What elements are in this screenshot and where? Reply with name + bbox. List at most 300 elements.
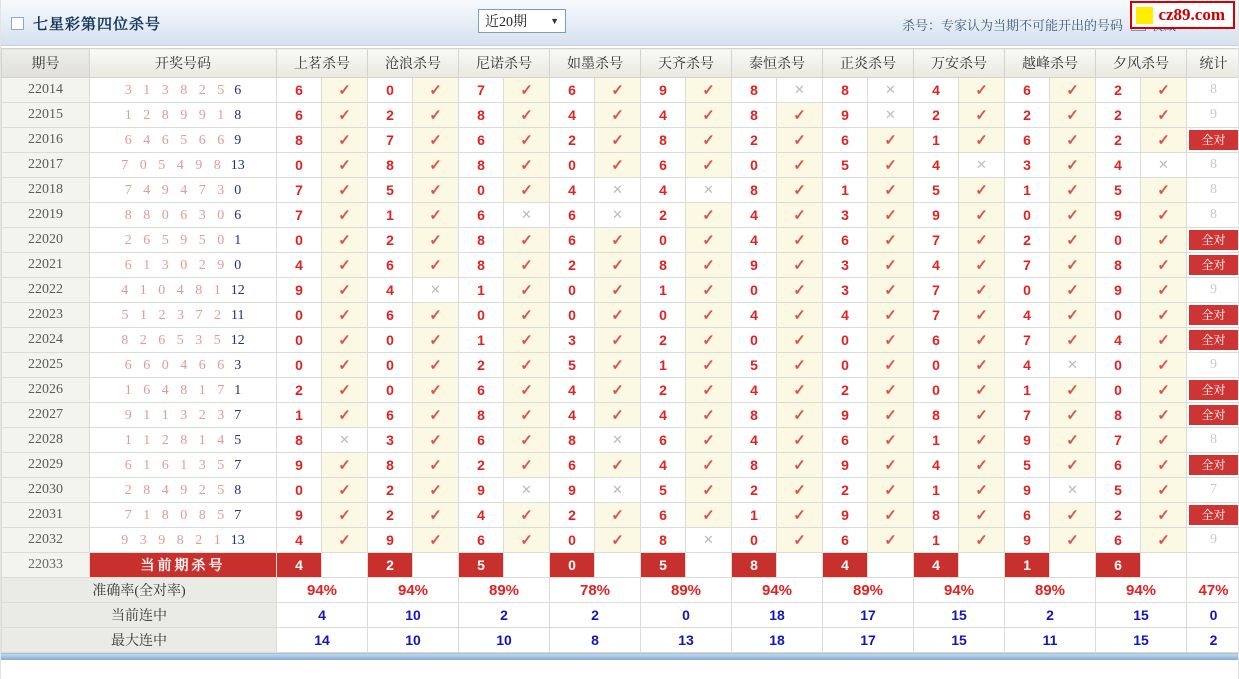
table-row [2,153,1239,178]
draw-last-number: 8 [234,483,242,498]
column-header: 沧浪杀号 [368,49,459,78]
summary-value: 10 [459,628,550,653]
hit-check-icon: ✓ [777,253,823,278]
hit-check-icon: ✓ [868,378,914,403]
kill-number: 2 [277,378,322,403]
kill-number: 2 [550,253,595,278]
hit-check-icon: ✓ [1141,278,1187,303]
hit-check-icon: ✓ [1141,103,1187,128]
hit-check-icon: ✓ [322,228,368,253]
kill-number: 0 [732,278,777,303]
kill-number: 0 [641,228,686,253]
kill-number: 4 [550,378,595,403]
hit-check-icon: ✓ [686,478,732,503]
kill-number: 6 [550,203,595,228]
hit-check-icon: ✓ [959,303,1005,328]
period-cell: 22025 [2,353,90,378]
column-header: 上茗杀号 [277,49,368,78]
table-row [2,403,1239,428]
kill-number: 4 [277,253,322,278]
hit-check-icon: ✓ [1141,353,1187,378]
stat-cell: 8 [1187,203,1239,228]
kill-number: 8 [732,103,777,128]
current-kill-number: 4 [277,553,322,578]
hit-check-icon: ✓ [777,403,823,428]
hit-check-icon: ✓ [595,453,641,478]
kill-number: 8 [732,178,777,203]
kill-number: 7 [1005,403,1050,428]
hit-check-icon: ✓ [322,203,368,228]
draw-last-number: 13 [230,158,245,173]
current-kill-number: 6 [1096,553,1141,578]
hit-check-icon: ✓ [413,353,459,378]
chevron-down-icon: ▼ [550,16,559,26]
hit-check-icon: ✓ [686,278,732,303]
hit-check-icon: ✓ [504,253,550,278]
hit-check-icon: ✓ [413,153,459,178]
blank-cell [1050,553,1096,578]
kill-number: 0 [914,378,959,403]
period-cell: 22030 [2,478,90,503]
hit-check-icon: ✓ [595,528,641,553]
summary-row [2,603,1239,628]
kill-number: 7 [1005,253,1050,278]
draw-numbers [90,253,277,278]
hit-check-icon: ✓ [686,503,732,528]
kill-number: 2 [550,503,595,528]
draw-main-digits: 7 0 5 4 9 8 [121,158,225,173]
full-hit-badge: 全对 [1189,255,1238,275]
period-cell: 22015 [2,103,90,128]
header-bar [1,0,1238,46]
kill-number: 8 [641,528,686,553]
draw-last-number: 12 [230,283,245,298]
hit-check-icon: ✓ [1141,128,1187,153]
hit-check-icon: ✓ [1050,503,1096,528]
table-row [2,128,1239,153]
kill-number: 2 [368,228,413,253]
hit-check-icon: ✓ [1050,328,1096,353]
draw-main-digits: 6 1 3 0 2 9 [124,258,229,273]
kill-number: 0 [550,153,595,178]
kill-number: 9 [823,503,868,528]
kill-number: 7 [1005,328,1050,353]
current-kill-number: 5 [459,553,504,578]
kill-number: 4 [1096,328,1141,353]
table-row [2,503,1239,528]
hit-check-icon: ✓ [413,428,459,453]
kill-number: 2 [1005,103,1050,128]
kill-number: 1 [641,278,686,303]
draw-numbers [90,328,277,353]
hit-check-icon: ✓ [1050,528,1096,553]
kill-number-table [1,48,1239,653]
hit-check-icon: ✓ [413,178,459,203]
kill-number: 6 [459,378,504,403]
kill-number: 7 [459,78,504,103]
hit-check-icon: ✓ [504,178,550,203]
hit-check-icon: ✓ [322,253,368,278]
kill-number: 4 [1096,153,1141,178]
hit-check-icon: ✓ [413,128,459,153]
summary-row [2,628,1239,653]
summary-value: 89% [1005,578,1096,603]
kill-number: 4 [550,103,595,128]
kill-number: 4 [277,528,322,553]
draw-last-number: 5 [234,433,242,448]
draw-numbers [90,128,277,153]
blank-cell [322,553,368,578]
stat-cell: 9 [1187,353,1239,378]
hit-check-icon: ✓ [413,328,459,353]
kill-number: 0 [368,328,413,353]
hit-check-icon: ✓ [504,328,550,353]
period-cell: 22032 [2,528,90,553]
kill-number: 0 [277,153,322,178]
draw-last-number: 1 [234,233,242,248]
draw-last-number: 7 [234,458,242,473]
hit-check-icon: ✓ [959,503,1005,528]
column-header: 正炎杀号 [823,49,914,78]
column-header: 万安杀号 [914,49,1005,78]
hit-check-icon: ✓ [504,403,550,428]
miss-cross-icon: ✕ [413,278,459,303]
period-cell: 22023 [2,303,90,328]
hit-check-icon: ✓ [1141,478,1187,503]
hit-check-icon: ✓ [1141,378,1187,403]
hit-check-icon: ✓ [686,253,732,278]
summary-value: 89% [459,578,550,603]
kill-number: 6 [914,328,959,353]
kill-number: 6 [368,403,413,428]
kill-number: 2 [641,378,686,403]
kill-number: 0 [641,303,686,328]
hit-check-icon: ✓ [504,128,550,153]
summary-value: 0 [641,603,732,628]
draw-numbers [90,203,277,228]
kill-number: 9 [1005,528,1050,553]
hit-check-icon: ✓ [686,153,732,178]
summary-stat-value: 2 [1187,628,1239,653]
table-row [2,253,1239,278]
column-header: 越峰杀号 [1005,49,1096,78]
hit-check-icon: ✓ [777,303,823,328]
full-hit-badge: 全对 [1189,305,1238,325]
period-range-select[interactable] [478,9,566,33]
full-hit-badge: 全对 [1189,405,1238,425]
hit-check-icon: ✓ [959,328,1005,353]
kill-number: 0 [277,328,322,353]
kill-number: 4 [368,278,413,303]
current-kill-number: 8 [732,553,777,578]
hit-check-icon: ✓ [322,478,368,503]
period-cell: 22016 [2,128,90,153]
summary-value: 2 [550,603,641,628]
kill-number: 8 [459,253,504,278]
kill-number: 8 [277,428,322,453]
miss-cross-icon: ✕ [868,78,914,103]
current-kill-number: 1 [1005,553,1050,578]
hit-check-icon: ✓ [1141,178,1187,203]
summary-value: 14 [277,628,368,653]
kill-number: 2 [823,378,868,403]
stat-cell: 9 [1187,278,1239,303]
hit-check-icon: ✓ [868,178,914,203]
summary-value: 17 [823,628,914,653]
kill-number: 9 [1096,203,1141,228]
summary-value: 15 [914,603,1005,628]
draw-numbers [90,103,277,128]
miss-cross-icon: ✕ [595,478,641,503]
kill-number: 0 [1096,353,1141,378]
current-kill-number: 4 [823,553,868,578]
hit-check-icon: ✓ [777,128,823,153]
stat-cell: 9 [1187,103,1239,128]
kill-number: 1 [732,503,777,528]
summary-value: 89% [641,578,732,603]
kill-number: 6 [459,428,504,453]
hit-check-icon: ✓ [868,278,914,303]
kill-number: 3 [1005,153,1050,178]
kill-number: 8 [459,153,504,178]
hit-check-icon: ✓ [504,228,550,253]
period-cell: 22026 [2,378,90,403]
hit-check-icon: ✓ [686,353,732,378]
kill-number: 9 [550,478,595,503]
kill-number: 8 [641,253,686,278]
summary-value: 18 [732,603,823,628]
hit-check-icon: ✓ [686,453,732,478]
table-row [2,303,1239,328]
kill-number: 9 [459,478,504,503]
stat-cell [1187,403,1239,428]
kill-number: 0 [1096,378,1141,403]
kill-number: 9 [1096,278,1141,303]
hit-check-icon: ✓ [868,403,914,428]
kill-number: 0 [368,353,413,378]
summary-label: 最大连中 [2,628,277,653]
kill-number: 1 [277,403,322,428]
kill-number: 2 [368,478,413,503]
hit-check-icon: ✓ [777,328,823,353]
hit-check-icon: ✓ [868,303,914,328]
draw-numbers [90,303,277,328]
hit-check-icon: ✓ [1141,503,1187,528]
summary-stat-value: 47% [1187,578,1239,603]
hit-check-icon: ✓ [868,478,914,503]
miss-cross-icon: ✕ [777,78,823,103]
kill-number: 4 [732,428,777,453]
period-cell: 22028 [2,428,90,453]
kill-number: 8 [732,78,777,103]
kill-number: 6 [641,428,686,453]
hit-check-icon: ✓ [595,228,641,253]
hit-check-icon: ✓ [413,453,459,478]
hit-check-icon: ✓ [322,103,368,128]
hit-check-icon: ✓ [1050,303,1096,328]
summary-value: 11 [1005,628,1096,653]
summary-label: 准确率(全对率) [2,578,277,603]
kill-number: 2 [641,203,686,228]
summary-value: 78% [550,578,641,603]
full-hit-badge: 全对 [1189,505,1238,525]
miss-cross-icon: ✕ [595,203,641,228]
stat-cell [1187,378,1239,403]
kill-number: 3 [823,278,868,303]
kill-number: 0 [1005,278,1050,303]
kill-number: 5 [641,478,686,503]
table-row [2,378,1239,403]
draw-main-digits: 4 1 0 4 8 1 [121,283,225,298]
kill-number: 0 [550,528,595,553]
hit-check-icon: ✓ [322,503,368,528]
summary-value: 94% [1096,578,1187,603]
kill-number: 0 [368,78,413,103]
kill-number: 6 [459,128,504,153]
column-header: 如墨杀号 [550,49,641,78]
hit-check-icon: ✓ [959,178,1005,203]
draw-numbers [90,153,277,178]
hit-check-icon: ✓ [504,153,550,178]
kill-number: 4 [732,303,777,328]
kill-number: 2 [1005,228,1050,253]
kill-number: 2 [732,478,777,503]
current-kill-number: 4 [914,553,959,578]
summary-value: 89% [823,578,914,603]
kill-number: 0 [1005,203,1050,228]
stat-cell [1187,453,1239,478]
kill-number: 2 [459,453,504,478]
kill-number: 1 [1005,378,1050,403]
hit-check-icon: ✓ [413,503,459,528]
period-cell: 22020 [2,228,90,253]
hit-check-icon: ✓ [1141,428,1187,453]
hit-check-icon: ✓ [413,253,459,278]
draw-numbers [90,403,277,428]
hit-check-icon: ✓ [504,353,550,378]
table-row [2,78,1239,103]
kill-number: 6 [1005,128,1050,153]
hit-check-icon: ✓ [959,228,1005,253]
hit-check-icon: ✓ [322,353,368,378]
kill-number: 4 [914,453,959,478]
hit-check-icon: ✓ [322,453,368,478]
current-kill-number: 5 [641,553,686,578]
hit-check-icon: ✓ [686,403,732,428]
table-row [2,453,1239,478]
column-header: 尼诺杀号 [459,49,550,78]
kill-number: 4 [550,178,595,203]
hit-check-icon: ✓ [504,78,550,103]
hit-check-icon: ✓ [322,178,368,203]
draw-main-digits: 7 1 8 0 8 5 [124,508,229,523]
summary-value: 8 [550,628,641,653]
hit-check-icon: ✓ [868,203,914,228]
draw-main-digits: 6 6 0 4 6 6 [124,358,229,373]
table-row [2,528,1239,553]
hit-check-icon: ✓ [959,353,1005,378]
kill-number: 9 [277,503,322,528]
draw-last-number: 9 [234,133,242,148]
kill-number: 2 [459,353,504,378]
period-cell: 22017 [2,153,90,178]
table-row [2,178,1239,203]
kill-number: 0 [368,378,413,403]
kill-number: 8 [914,403,959,428]
kill-number: 8 [550,428,595,453]
kill-number: 1 [914,128,959,153]
draw-numbers [90,528,277,553]
draw-main-digits: 9 1 1 3 2 3 [124,408,229,423]
stat-cell [1187,503,1239,528]
range-select-value: 近20期 [485,15,527,30]
hit-check-icon: ✓ [1141,528,1187,553]
current-period-row [2,553,1239,578]
stat-cell: 7 [1187,478,1239,503]
hit-check-icon: ✓ [868,228,914,253]
kill-number: 9 [277,278,322,303]
summary-stat-value: 0 [1187,603,1239,628]
miss-cross-icon: ✕ [595,178,641,203]
table-row [2,478,1239,503]
summary-value: 10 [368,628,459,653]
kill-number: 6 [823,128,868,153]
hit-check-icon: ✓ [686,128,732,153]
column-header: 泰恒杀号 [732,49,823,78]
kill-number: 6 [459,203,504,228]
hit-check-icon: ✓ [686,428,732,453]
hit-check-icon: ✓ [595,78,641,103]
kill-number: 2 [1096,503,1141,528]
section-checkbox[interactable] [11,17,24,30]
column-header: 夕风杀号 [1096,49,1187,78]
kill-number: 4 [823,303,868,328]
draw-last-number: 11 [231,308,245,323]
hit-check-icon: ✓ [1141,228,1187,253]
kill-number: 1 [459,328,504,353]
summary-value: 15 [1096,628,1187,653]
hit-check-icon: ✓ [1141,328,1187,353]
kill-number: 0 [914,353,959,378]
kill-number: 6 [277,103,322,128]
draw-main-digits: 2 8 4 9 2 5 [124,483,229,498]
summary-value: 10 [368,603,459,628]
kill-number: 1 [914,478,959,503]
hit-check-icon: ✓ [504,453,550,478]
hit-check-icon: ✓ [959,253,1005,278]
kill-number: 8 [459,103,504,128]
summary-value: 2 [459,603,550,628]
kill-number: 6 [641,153,686,178]
kill-number: 4 [1005,303,1050,328]
hit-check-icon: ✓ [1050,103,1096,128]
draw-last-number: 6 [234,83,242,98]
hit-check-icon: ✓ [959,378,1005,403]
kill-number: 7 [1096,428,1141,453]
kill-number: 7 [368,128,413,153]
period-cell: 22014 [2,78,90,103]
full-hit-badge: 全对 [1189,330,1238,350]
kill-number: 3 [823,253,868,278]
kill-number: 0 [550,303,595,328]
period-cell: 22019 [2,203,90,228]
kill-number: 5 [368,178,413,203]
hit-check-icon: ✓ [413,78,459,103]
hit-check-icon: ✓ [959,453,1005,478]
kill-number: 6 [823,428,868,453]
column-header: 统计 [1187,49,1239,78]
kill-number: 2 [641,328,686,353]
